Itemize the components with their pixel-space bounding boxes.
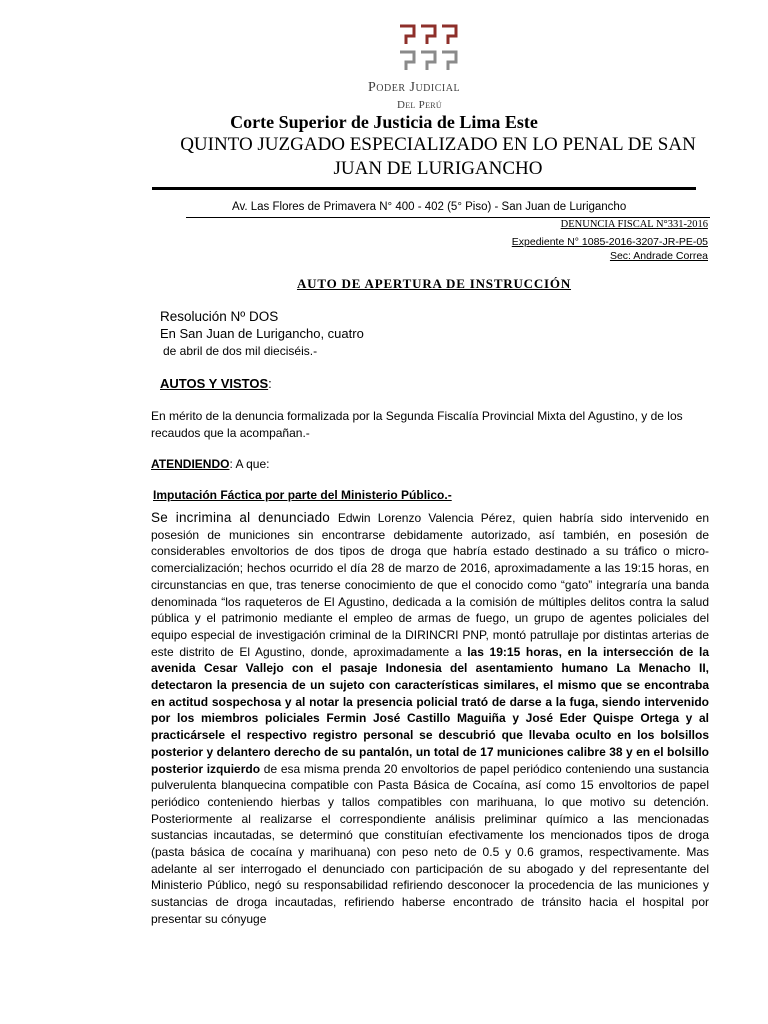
atendiendo-line: [151, 457, 270, 471]
resolucion-place-date-1: En San Juan de Lurigancho, cuatro: [160, 326, 364, 341]
secretario-name: Sec: Andrade Correa: [609, 250, 708, 262]
document-title: AUTO DE APERTURA DE INSTRUCCIÓN: [296, 276, 572, 291]
denuncia-fiscal-number: DENUNCIA FISCAL N°331-2016: [560, 219, 708, 230]
court-division-line-2: JUAN DE LURIGANCHO: [333, 158, 543, 179]
body-bold-segment: las 19:15 horas, en la intersección de la avenida Cesar Vallejo con el pasaje Indonesia del asentamiento humano La Menacho II, detectaron la presencia de un sujeto con características similares, el mismo que se encontraba en actitud sospechosa y al notar la presencia policial trató de darse a la fuga, siendo intervenido por los miembros policiales Fermin José Castillo Maguiña y José Eder Quispe Ortega y al practicársele el respectivo registro personal se descubrió que llevaba oculto en los bolsillos posterior y delantero derecho de su pantalón, un total de 17 municiones calibre 38 y en el bolsillo posterior izquierdo: [151, 644, 709, 776]
atendiendo-rest: : A que:: [229, 457, 270, 471]
logo-text-poder-judicial: Poder Judicial: [368, 80, 461, 95]
body-lead: Se incrimina al denunciado: [151, 510, 338, 525]
body-part-1: Edwin Lorenzo Valencia Pérez, quien habría sido intervenido en posesión de municiones sin encontrarse debidamente autorizado, así también, en posesión de considerables envoltorios de dos tipos de droga que habría estado destinado a su tráfico o micro-comercialización; hechos ocurrido el día 28 de marzo de 2016, aproximadamente a las 19:15 horas, en circunstancias en que, tras tenerse conocimiento de que el conocido como “gato” integraría una banda denominada “los raqueteros de El Agustino, dedicada a la comisión de múltiples delitos contra la salud pública y el patrimonio mediante el empleo de armas de fuego, un grupo de agentes policiales del equipo especial de investigación criminal de la DIRINCRI PNP, montó patrullaje por distintas arterias de este distrito de El Agustino, donde, aproximadamente a: [151, 511, 710, 659]
resolucion-place-date-2: de abril de dos mil dieciséis.-: [163, 344, 318, 358]
imputacion-heading: Imputación Fáctica por parte del Ministerio Público.-: [153, 488, 452, 502]
merito-paragraph: En mérito de la denuncia formalizada por la Segunda Fiscalía Provincial Mixta del Agustino, y de los recaudos que la acompañan.-: [151, 409, 683, 440]
autos-y-vistos-heading: [160, 376, 272, 391]
autos-y-vistos-label: AUTOS Y VISTOS: [160, 376, 269, 391]
header-divider: [152, 187, 696, 190]
imputacion-body-paragraph: [151, 510, 709, 928]
address-divider: [186, 217, 710, 218]
court-address: Av. Las Flores de Primavera N° 400 - 402 (5° Piso) - San Juan de Lurigancho: [232, 201, 627, 213]
court-name: Corte Superior de Justicia de Lima Este: [230, 112, 538, 132]
atendiendo-label: ATENDIENDO: [151, 457, 230, 471]
court-division-line-1: QUINTO JUZGADO ESPECIALIZADO EN LO PENAL DE SAN: [180, 134, 696, 155]
logo-text-del-peru: Del Perú: [397, 99, 442, 111]
resolucion-number: Resolución Nº DOS: [160, 309, 279, 324]
autos-y-vistos-colon: :: [268, 376, 272, 391]
body-part-2: de esa misma prenda 20 envoltorios de papel periódico conteniendo una sustancia pulverulenta blanquecina compatible con Pasta Básica de Cocaína, así como 15 envoltorios de papel periódico conteniendo hierbas y tallos compatibles con marihuana, lo que motivo su detención. Posteriormente al realizarse el correspondiente análisis preliminar químico a las mencionadas sustancias incautadas, se determinó que constituían efectivamente los mencionados tipos de droga (pasta básica de cocaína y marihuana) con peso neto de 0.5 y 0.6 gramos, respectivamente. Mas adelante al ser interrogado el denunciado con participación de su abogado y del representante del Ministerio Público, negó su responsabilidad refiriendo desconocer la procedencia de las municiones y sustancias de droga incautadas, refiriendo haberse encontrado de tránsito hacia el hospital por presentar su cónyuge: [151, 761, 709, 926]
poder-judicial-logo-icon: [397, 22, 459, 74]
expediente-number: Expediente N° 1085-2016-3207-JR-PE-05: [511, 236, 708, 248]
